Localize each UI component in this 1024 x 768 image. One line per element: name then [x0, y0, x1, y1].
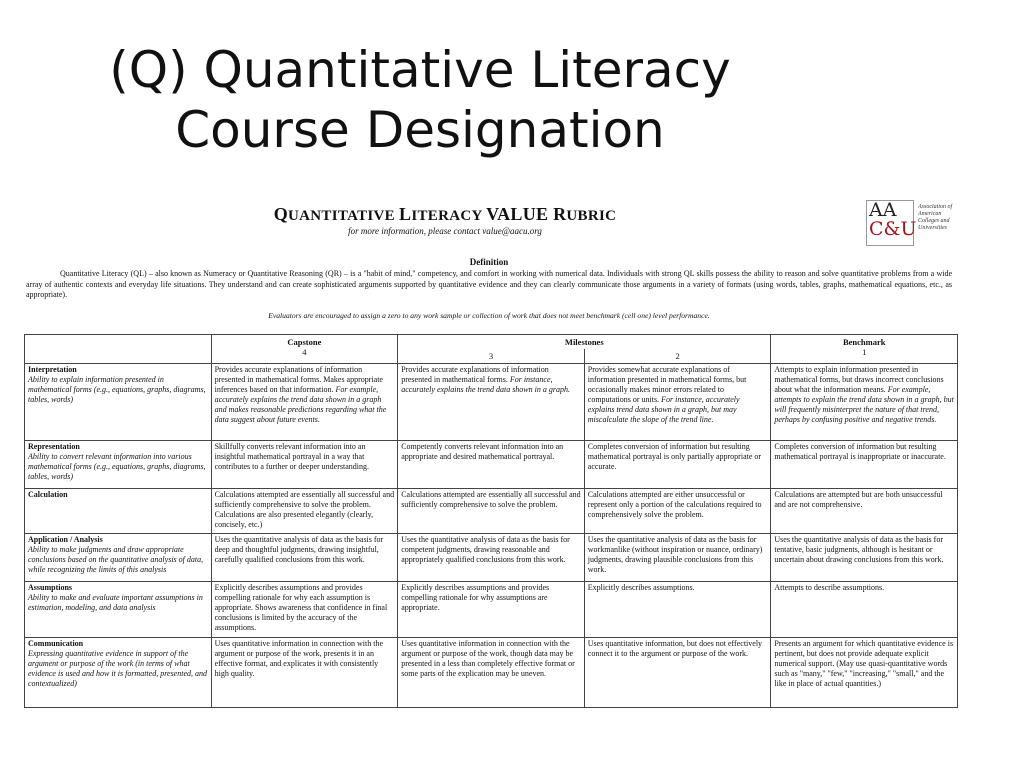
capstone-cell: Uses the quantitative analysis of data as the basis for deep and thoughtful judgments, drawing insightful, carefully qualified conclusions from this work.	[211, 534, 398, 582]
milestone-2-cell: Explicitly describes assumptions.	[584, 582, 771, 638]
criteria-header	[25, 335, 212, 364]
milestone-2-cell: Calculations attempted are either unsuccessful or represent only a portion of the calculations required to comprehensively solve the problem.	[584, 489, 771, 534]
table-row	[25, 441, 958, 489]
criterion-cell: Assumptions Ability to make and evaluate important assumptions in estimation, modeling, and data analysis	[25, 582, 212, 638]
benchmark-header: Benchmark 1	[771, 335, 958, 364]
table-header-row	[25, 335, 958, 350]
milestone-3-cell: Competently converts relevant information into an appropriate and desired mathematical portrayal.	[398, 441, 585, 489]
milestone-3-cell: Provides accurate explanations of information presented in mathematical forms. For instance, accurately explains the trend data shown in a graph.	[398, 364, 585, 441]
benchmark-cell: Presents an argument for which quantitative evidence is pertinent, but does not provide adequate explicit numerical support. (May use quasi-quantitative words such as "many," "few," "increasing," "small," and the like in place of actual quantities.)	[771, 638, 958, 708]
slide-title-line1: (Q) Quantitative Literacy	[109, 41, 731, 99]
milestone-2-cell: Completes conversion of information but resulting mathematical portrayal is only partially appropriate or accurate.	[584, 441, 771, 489]
milestone-3-cell: Uses the quantitative analysis of data as the basis for competent judgments, drawing reasonable and appropriately qualified conclusions from this work.	[398, 534, 585, 582]
evaluator-note: Evaluators are encouraged to assign a zero to any work sample or collection of work that does not meet benchmark (cell one) level performance.	[268, 310, 710, 320]
milestone-3-header: 3	[398, 349, 585, 364]
milestone-2-cell: Uses quantitative information, but does not effectively connect it to the argument or purpose of the work.	[584, 638, 771, 708]
benchmark-cell: Attempts to describe assumptions.	[771, 582, 958, 638]
slide-title-line2: Course Designation	[175, 101, 665, 159]
rubric-contact: for more information, please contact value@aacu.org	[348, 226, 542, 236]
table-row	[25, 582, 958, 638]
criterion-cell: Communication Expressing quantitative evidence in support of the argument or purpose of the work (in terms of what evidence is used and how it is formatted, presented, and contextualized)	[25, 638, 212, 708]
capstone-cell: Skillfully converts relevant information into an insightful mathematical portrayal in a way that contributes to a further or deeper understanding.	[211, 441, 398, 489]
capstone-cell: Explicitly describes assumptions and provides compelling rationale for why each assumption is appropriate. Shows awareness that confidence in final conclusions is limited by the accuracy of the assumptions.	[211, 582, 398, 638]
benchmark-cell: Attempts to explain information presented in mathematical forms, but draws incorrect conclusions about what the information means. For example, attempts to explain the trend data shown in a graph, but will frequently misinterpret the nature of that trend, perhaps by confusing positive and negative trends.	[771, 364, 958, 441]
milestone-2-header: 2	[584, 349, 771, 364]
capstone-cell: Calculations attempted are essentially all successful and sufficiently comprehensive to solve the problem. Calculations are also presented elegantly (clearly, concisely, etc.)	[211, 489, 398, 534]
milestone-3-cell: Calculations attempted are essentially all successful and sufficiently comprehensive to solve the problem.	[398, 489, 585, 534]
rubric-table	[24, 334, 958, 708]
capstone-cell: Provides accurate explanations of information presented in mathematical forms. Makes appropriate inferences based on that information. For example, accurately explains the trend data shown in a graph and makes reasonable predictions regarding what the data suggest about future events.	[211, 364, 398, 441]
criterion-cell: Application / Analysis Ability to make judgments and draw appropriate conclusions based on the quantitative analysis of data, while recognizing the limits of this analysis	[25, 534, 212, 582]
benchmark-cell: Completes conversion of information but resulting mathematical portrayal is inappropriate or inaccurate.	[771, 441, 958, 489]
milestone-2-cell: Uses the quantitative analysis of data as the basis for workmanlike (without inspiration or nuance, ordinary) judgments, drawing plausible conclusions from this work.	[584, 534, 771, 582]
milestone-3-cell: Explicitly describes assumptions and provides compelling rationale for why assumptions are appropriate.	[398, 582, 585, 638]
milestone-3-cell: Uses quantitative information in connection with the argument or purpose of the work, though data may be presented in a less than completely effective format or some parts of the explication may be uneven.	[398, 638, 585, 708]
milestones-header: Milestones	[398, 335, 771, 350]
aacu-logo	[866, 200, 956, 244]
rubric-header	[20, 198, 958, 243]
capstone-header: Capstone 4	[211, 335, 398, 364]
rubric-document	[20, 198, 958, 688]
definition-text: Quantitative Literacy (QL) – also known as Numeracy or Quantitative Reasoning (QR) – is a "habit of mind," competency, and comfort in working with numerical data. Individuals with strong QL skills possess the ability to reason and solve quantitative problems from a wide array of authentic contexts and everyday life situations. They understand and can create sophisticated arguments supported by quantitative evidence and they can clearly communicate those arguments in a variety of formats (using words, tables, graphs, mathematical equations, etc., as appropriate).	[26, 269, 952, 299]
table-row	[25, 364, 958, 441]
definition-heading: Definition	[469, 257, 509, 267]
benchmark-cell: Uses the quantitative analysis of data as the basis for tentative, basic judgments, although is hesitant or uncertain about drawing conclusions from this work.	[771, 534, 958, 582]
criterion-cell: Representation Ability to convert relevant information into various mathematical forms (e.g., equations, graphs, diagrams, tables, words)	[25, 441, 212, 489]
aacu-logo-text: Association of American Colleges and Universities	[918, 204, 953, 231]
benchmark-cell: Calculations are attempted but are both unsuccessful and are not comprehensive.	[771, 489, 958, 534]
capstone-cell: Uses quantitative information in connection with the argument or purpose of the work, presents it in an effective format, and explicates it with consistently high quality.	[211, 638, 398, 708]
table-row	[25, 534, 958, 582]
criterion-cell: Calculation	[25, 489, 212, 534]
slide-title	[0, 40, 840, 160]
milestone-2-cell: Provides somewhat accurate explanations of information presented in mathematical forms, but occasionally makes minor errors related to computations or units. For instance, accurately explains trend data shown in a graph, but may miscalculate the slope of the trend line.	[584, 364, 771, 441]
table-row	[25, 638, 958, 708]
criterion-cell: Interpretation Ability to explain information presented in mathematical forms (e.g., equations, graphs, diagrams, tables, words)	[25, 364, 212, 441]
aacu-logo-mark: AA C&U	[866, 200, 914, 246]
table-row	[25, 489, 958, 534]
rubric-title: QUANTITATIVE LITERACY VALUE RUBRIC	[273, 204, 617, 224]
